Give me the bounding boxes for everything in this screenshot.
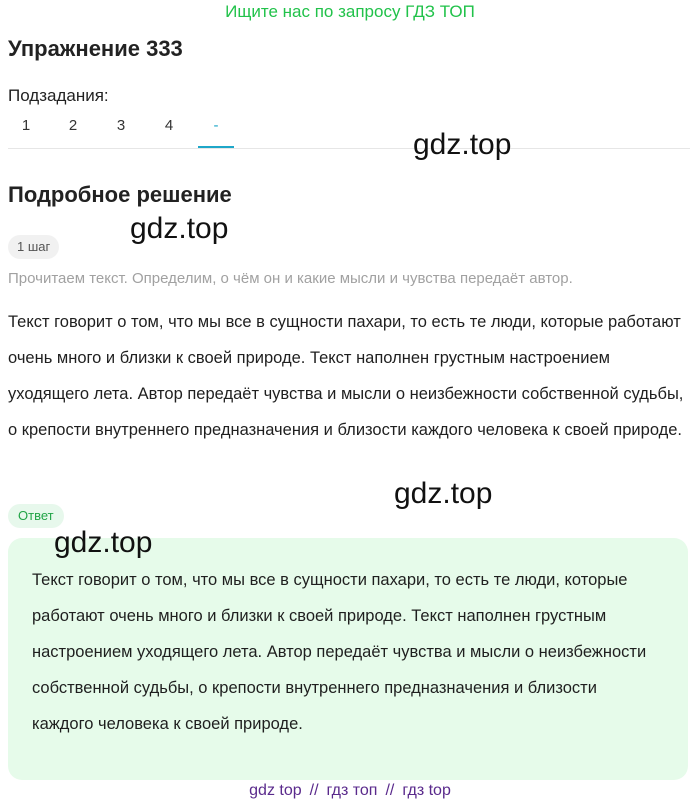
step-badge: 1 шаг [8, 235, 59, 259]
footer-link-gdz-top-mixed[interactable]: гдз top [402, 782, 451, 799]
watermark: gdz.top [54, 526, 153, 559]
answer-text: Текст говорит о том, что мы все в сущности пахари, то есть те люди, которые работают очень много и близки к своей природе. Текст наполнен грустным настроением уходящего лета. Автор передаёт чувства и мысли о неизбежности собственной судьбы, о крепости внутреннего предназначения и близости каждого человека к своей природе. [32, 571, 647, 733]
footer-separator: // [309, 782, 319, 799]
solution-hint: Прочитаем текст. Определим, о чём он и какие мысли и чувства передаёт автор. [8, 270, 573, 287]
tab-subtask-2[interactable]: 2 [68, 117, 78, 134]
watermark: gdz.top [394, 477, 493, 510]
answer-badge: Ответ [8, 504, 64, 528]
tab-subtask-4[interactable]: 4 [164, 117, 174, 134]
footer-link-gdz-top-ru[interactable]: гдз топ [326, 782, 378, 799]
footer-separator: // [385, 782, 395, 799]
subtasks-label: Подзадания: [8, 86, 109, 105]
search-banner: Ищите нас по запросу ГДЗ ТОП [225, 2, 475, 21]
watermark: gdz.top [130, 212, 229, 245]
tab-subtask-1[interactable]: 1 [21, 117, 31, 134]
answer-box [8, 538, 688, 780]
footer-links [0, 782, 700, 800]
exercise-title: Упражнение 333 [8, 36, 183, 61]
footer-link-gdz-top[interactable]: gdz top [249, 782, 302, 799]
subtask-tabs [8, 112, 690, 149]
solution-text: Текст говорит о том, что мы все в сущности пахари, то есть те люди, которые работают очень много и близки к своей природе. Текст наполнен грустным настроением уходящего лета. Автор передаёт чувства и мысли о неизбежности собственной судьбы, о крепости внутреннего предназначения и близости каждого человека к своей природе. [8, 313, 684, 439]
tab-subtask-dash[interactable]: - [198, 112, 234, 148]
tab-subtask-3[interactable]: 3 [116, 117, 126, 134]
solution-title: Подробное решение [8, 182, 232, 207]
watermark: gdz.top [413, 128, 512, 161]
